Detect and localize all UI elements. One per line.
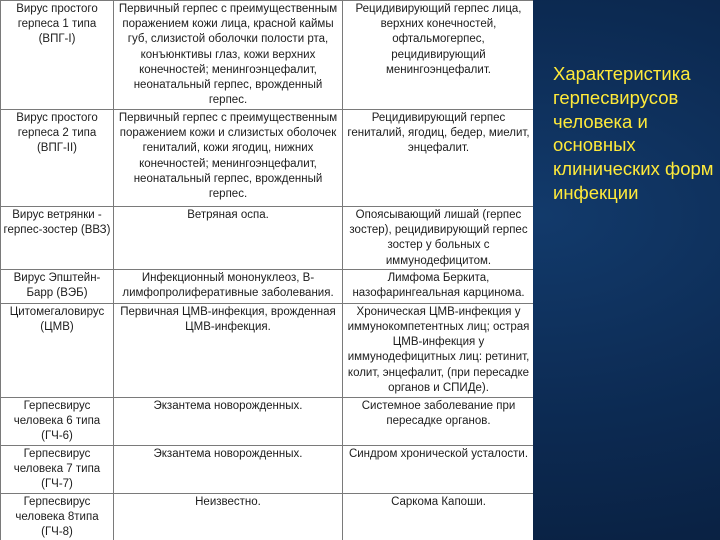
virus-cell: Вирус Эпштейн-Барр (ВЭБ)	[1, 269, 114, 303]
slide-title: Характеристика герпесвирусов человека и основных клинических форм инфекции	[553, 63, 714, 203]
recurrent-infection-cell: Лимфома Беркита, назофарингеальная карцинома.	[343, 269, 534, 303]
recurrent-infection-cell: Рецидивирующий герпес гениталий, ягодиц, бедер, миелит, энцефалит.	[343, 110, 534, 207]
table-row	[1, 493, 534, 540]
recurrent-infection-cell: Саркома Капоши.	[343, 493, 534, 540]
primary-infection-cell: Ветряная оспа.	[114, 207, 343, 270]
virus-cell: Герпесвирус человека 8типа (ГЧ-8)	[1, 493, 114, 540]
recurrent-infection-cell: Системное заболевание при пересадке органов.	[343, 397, 534, 445]
recurrent-infection-cell: Опоясывающий лишай (герпес зостер), рецидивирующий герпес зостер у больных с иммунодефицитом.	[343, 207, 534, 270]
virus-cell: Цитомегаловирус (ЦМВ)	[1, 303, 114, 397]
table-row	[1, 1, 534, 110]
table-row	[1, 269, 534, 303]
primary-infection-cell: Инфекционный мононуклеоз, В-лимфопролиферативные заболевания.	[114, 269, 343, 303]
table-row	[1, 397, 534, 445]
primary-infection-cell: Первичный герпес с преимущественным поражением кожи лица, красной каймы губ, слизистой оболочки полости рта, конъюнктивы глаз, кожи верхних конечностей; менингоэнцефалит, неонатальный герпес, врожденный герпес.	[114, 1, 343, 110]
recurrent-infection-cell: Рецидивирующий герпес лица, верхних конечностей, офтальмогерпес, рецидивирующий менингоэнцефалит.	[343, 1, 534, 110]
virus-cell: Вирус простого герпеса 1 типа (ВПГ-I)	[1, 1, 114, 110]
recurrent-infection-cell: Синдром хронической усталости.	[343, 445, 534, 493]
table-row	[1, 110, 534, 207]
primary-infection-cell: Первичная ЦМВ-инфекция, врожденная ЦМВ-инфекция.	[114, 303, 343, 397]
primary-infection-cell: Неизвестно.	[114, 493, 343, 540]
primary-infection-cell: Экзантема новорожденных.	[114, 445, 343, 493]
table-row	[1, 207, 534, 270]
recurrent-infection-cell: Хроническая ЦМВ-инфекция у иммунокомпетентных лиц; острая ЦМВ-инфекция у иммунодефицитных лиц: ретинит, колит, энцефалит, (при пересадке органов и СПИДе).	[343, 303, 534, 397]
virus-cell: Герпесвирус человека 6 типа (ГЧ-6)	[1, 397, 114, 445]
virus-cell: Вирус ветрянки - герпес-зостер (ВВЗ)	[1, 207, 114, 270]
table-row	[1, 445, 534, 493]
primary-infection-cell: Первичный герпес с преимущественным поражением кожи и слизистых оболочек гениталий, кожи ягодиц, нижних конечностей; менингоэнцефалит, неонатальный герпес, врожденный герпес.	[114, 110, 343, 207]
virus-cell: Вирус простого герпеса 2 типа (ВПГ-II)	[1, 110, 114, 207]
virus-cell: Герпесвирус человека 7 типа (ГЧ-7)	[1, 445, 114, 493]
primary-infection-cell: Экзантема новорожденных.	[114, 397, 343, 445]
table-row	[1, 303, 534, 397]
